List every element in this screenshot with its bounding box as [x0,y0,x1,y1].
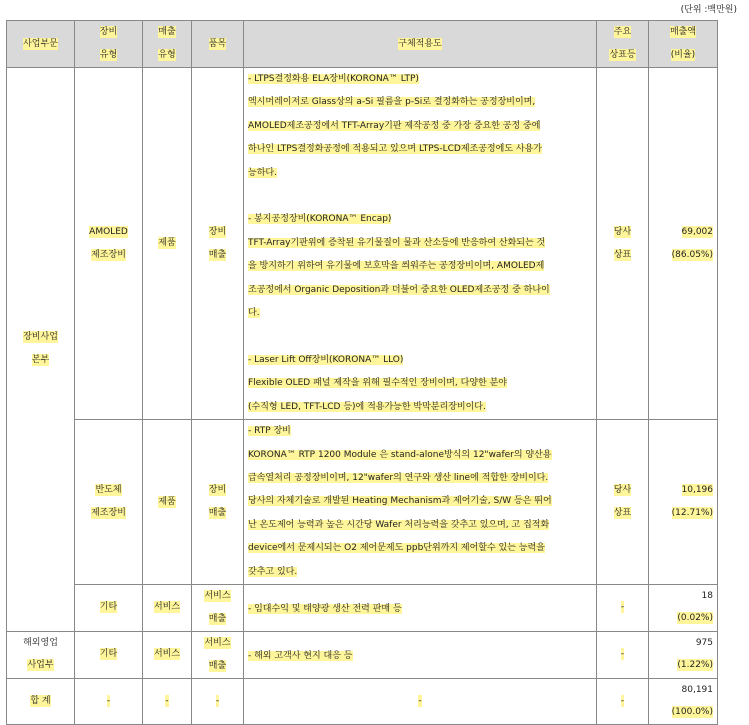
usage-amoled: - LTPS결정화용 ELA장비(KORONA™ LTP) 엑시머레이저로 Glass상의 a-Si 필름을 p-Si로 결정화하는 공정장비이며, AMOLED제조공정에서 TFT-Array기판 제작공정 중 가장 중요한 공정 중에 하나인 LTPS결정화공정에 적용되고 있으며 LTPS-LCD제조공정에도 사용가 능하다. - 봉지공정장비(KORONA™ Encap) TFT-Array기판위에 증착된 유기물질이 물과 산소등에 반응하여 산화되는 것 을 방지하기 위하여 유기물에 보호막을 씌워주는 공정장비이며, AMOLED제 조공정에서 Organic Deposition과 더불어 중요한 OLED제조공정 중 하나이 다. - Laser Lift Off장비(KORONA™ LLO) Flexible OLED 패널 제작을 위해 필수적인 장비이며, 다양한 분야 (수직형 LED, TFT-LCD 등)에 적용가능한 박막분리장비이다. [244,68,597,420]
sales-amoled: 69,002 (86.05%) [649,68,718,420]
header-item: 품목 [192,21,244,68]
type-other1: 기타 [75,584,143,631]
item-semi: 장비 매출 [192,420,244,585]
brand-total: - [597,678,649,724]
header-division: 사업부문 [7,21,75,68]
type-total: - [75,678,143,724]
sales-total: 80,191 (100.0%) [649,678,718,724]
salestype-other2: 서비스 [143,631,192,678]
division-total: 합 계 [7,678,75,724]
usage-other1: - 임대수익 및 태양광 생산 전력 판매 등 [244,584,597,631]
sales-other1: 18 (0.02%) [649,584,718,631]
sales-table [6,20,718,725]
salestype-other1: 서비스 [143,584,192,631]
brand-semi: 당사 상표 [597,420,649,585]
division-overseas: 해외영업 사업부 [7,631,75,678]
usage-other2: - 해외 고객사 현지 대응 등 [244,631,597,678]
table-row [7,678,718,724]
header-equip-type: 장비 유형 [75,21,143,68]
brand-other1: - [597,584,649,631]
table-row [7,631,718,678]
header-brand: 주요 상표등 [597,21,649,68]
table-row [7,420,718,585]
usage-total: - [244,678,597,724]
type-other2: 기타 [75,631,143,678]
item-total: - [192,678,244,724]
division-equipment: 장비사업 본부 [7,68,75,632]
table-row [7,68,718,420]
table-row [7,584,718,631]
item-other1: 서비스 매출 [192,584,244,631]
header-sales-type: 매출 유형 [143,21,192,68]
usage-semi: - RTP 장비 KORONA™ RTP 1200 Module 은 stand-alone방식의 12"wafer의 양산용 급속열처리 공정장비이며, 12"wafer의 연구와 생산 line에 적합한 장비이다. 당사의 자체기술로 개발된 Heating Mechanism과 제어기술, S/W 등은 뛰어 난 온도제어 능력과 높은 시간당 Wafer 처리능력을 갖추고 있으며, 고 집적화 device에서 문제시되는 O2 제어문제도 ppb단위까지 제어할수 있는 능력을 갖추고 있다. [244,420,597,585]
sales-semi: 10,196 (12.71%) [649,420,718,585]
unit-note: (단위 :백만원) [680,5,737,15]
salestype-semi: 제품 [143,420,192,585]
item-amoled: 장비 매출 [192,68,244,420]
type-semi: 반도체 제조장비 [75,420,143,585]
header-row [7,21,718,68]
header-sales: 매출액 (비율) [649,21,718,68]
salestype-total: - [143,678,192,724]
type-amoled: AMOLED 제조장비 [75,68,143,420]
item-other2: 서비스 매출 [192,631,244,678]
brand-amoled: 당사 상표 [597,68,649,420]
header-usage: 구체적용도 [244,21,597,68]
sales-other2: 975 (1.22%) [649,631,718,678]
salestype-amoled: 제품 [143,68,192,420]
brand-other2: - [597,631,649,678]
